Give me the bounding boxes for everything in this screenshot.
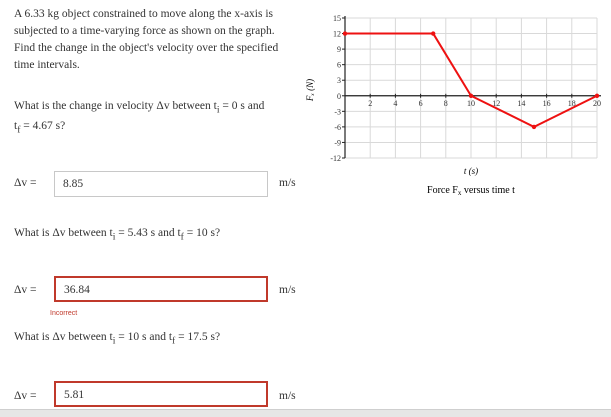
question-text: = 4.67 s? xyxy=(20,120,66,132)
data-point xyxy=(431,31,435,35)
y-tick-label: 3 xyxy=(337,76,341,86)
y-tick-label: 9 xyxy=(337,45,341,55)
x-axis-label: t (s) xyxy=(463,166,479,176)
question-2-text xyxy=(14,227,220,242)
question-3-text xyxy=(14,331,220,346)
question-text: = 5.43 s and t xyxy=(115,227,181,239)
unit-label-1: m/s xyxy=(279,177,296,189)
problem-line: Find the change in the object's velocity over the specified xyxy=(14,42,279,54)
incorrect-feedback: Incorrect xyxy=(50,310,78,317)
problem-line: A 6.33 kg object constrained to move along the x-axis is xyxy=(14,8,274,20)
subscript: f xyxy=(17,124,21,136)
force-time-chart xyxy=(300,0,611,200)
y-tick-label: 0 xyxy=(337,91,341,101)
chart-grid xyxy=(345,18,597,158)
y-tick-label: -6 xyxy=(334,122,341,132)
caption-tail: versus time t xyxy=(461,185,515,196)
x-tick-label: 10 xyxy=(467,98,475,108)
y-tick-label: 12 xyxy=(333,29,341,39)
data-point xyxy=(469,94,473,98)
question-text: = 17.5 s? xyxy=(175,331,221,343)
x-tick-label: 2 xyxy=(368,98,373,108)
question-text: = 0 s and xyxy=(219,100,265,112)
unit-label-3: m/s xyxy=(279,390,296,402)
answer-input-2[interactable]: 36.84 xyxy=(54,276,268,302)
question-text: = 10 s? xyxy=(183,227,221,239)
question-1-text xyxy=(14,100,264,115)
unit-label-2: m/s xyxy=(279,284,296,296)
x-tick-label: 12 xyxy=(492,98,501,108)
caption-sub: x xyxy=(457,189,462,197)
y-tick-label: 15 xyxy=(333,14,341,23)
subscript: f xyxy=(172,335,176,347)
delta-v-label-2: Δv = xyxy=(14,284,37,296)
x-tick-label: 16 xyxy=(542,98,551,108)
data-point xyxy=(532,125,536,129)
caption-main: Force F xyxy=(427,185,458,196)
answer-input-3[interactable]: 5.81 xyxy=(54,381,268,407)
y-tick-label: -12 xyxy=(330,154,341,163)
subscript: i xyxy=(112,231,116,243)
question-text: = 10 s and t xyxy=(115,331,173,343)
problem-statement xyxy=(14,6,294,74)
x-tick-label: 14 xyxy=(517,98,526,108)
problem-line: time intervals. xyxy=(14,59,80,71)
subscript: i xyxy=(112,335,116,347)
chart-axes xyxy=(345,16,601,158)
x-tick-label: 18 xyxy=(567,98,576,108)
x-tick-label: 8 xyxy=(443,98,448,108)
y-axis-label: Fₓ (N) xyxy=(305,78,315,102)
data-point xyxy=(595,94,599,98)
x-tick-label: 4 xyxy=(393,98,398,108)
question-text: What is the change in velocity Δv between t xyxy=(14,100,217,112)
delta-v-label-1: Δv = xyxy=(14,177,37,189)
data-point xyxy=(343,31,347,35)
delta-v-label-3: Δv = xyxy=(14,390,37,402)
question-text: t xyxy=(14,120,18,132)
y-tick-label: -9 xyxy=(334,138,341,148)
chart-caption xyxy=(427,185,515,197)
question-1-text-line2 xyxy=(14,120,65,135)
y-tick-label: -3 xyxy=(334,107,341,117)
problem-line: subjected to a time-varying force as shown on the graph. xyxy=(14,25,275,37)
question-text: What is Δv between t xyxy=(14,331,113,343)
y-tick-labels xyxy=(330,14,345,163)
answer-input-1[interactable]: 8.85 xyxy=(54,171,268,197)
y-tick-label: 6 xyxy=(337,60,341,70)
subscript: i xyxy=(216,104,220,116)
subscript: f xyxy=(180,231,184,243)
x-tick-label: 6 xyxy=(418,98,423,108)
question-text: What is Δv between t xyxy=(14,227,113,239)
x-tick-label: 20 xyxy=(593,98,601,108)
